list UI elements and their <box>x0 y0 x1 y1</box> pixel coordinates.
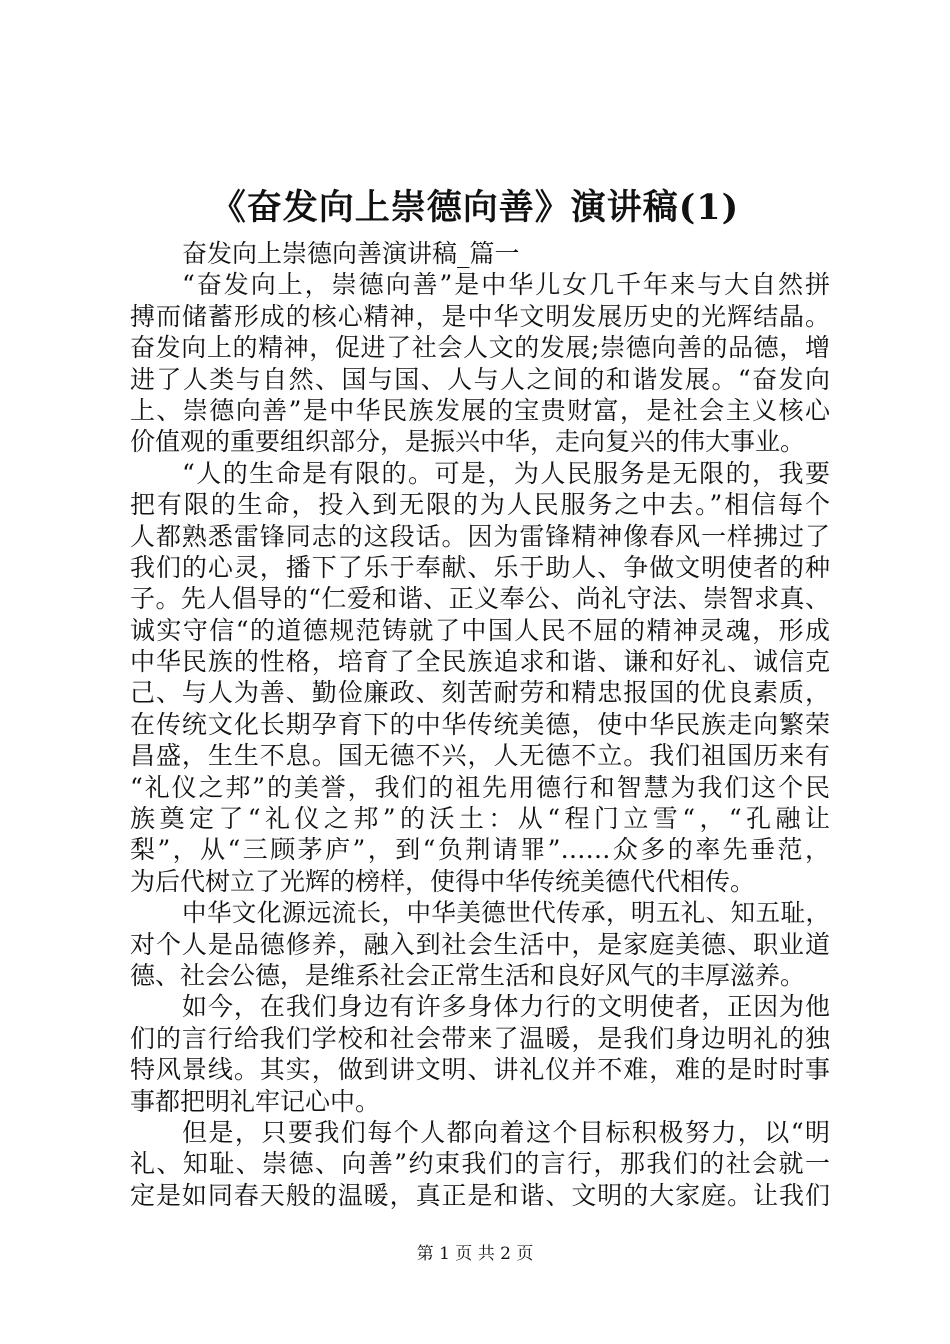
paragraph-line: 把有限的生命，投入到无限的为人民服务之中去。”相信每个 <box>130 490 830 520</box>
paragraph-line: 进了人类与自然、国与国、人与人之间的和谐发展。“奋发向 <box>130 364 830 394</box>
paragraph-line: 搏而储蓄形成的核心精神，是中华文明发展历史的光辉结晶。 <box>130 301 830 331</box>
paragraph-line: 在传统文化长期孕育下的中华传统美德，使中华民族走向繁荣 <box>130 709 830 739</box>
paragraph-line: 对个人是品德修养，融入到社会生活中，是家庭美德、职业道 <box>130 929 830 959</box>
paragraph-line: 定是如同春天般的温暖，真正是和谐、文明的大家庭。让我们 <box>130 1180 830 1210</box>
paragraph-line: “奋发向上，崇德向善”是中华儿女几千年来与大自然拼 <box>182 270 830 300</box>
paragraph-line: 子。先人倡导的“仁爱和谐、正义奉公、尚礼守法、崇智求真、 <box>130 584 830 614</box>
paragraph-line: 梨”，从“三顾茅庐”，到“负荆请罪”……众多的率先垂范， <box>130 835 830 865</box>
paragraph-line: 中华民族的性格，培育了全民族追求和谐、谦和好礼、诚信克 <box>130 647 830 677</box>
paragraph-line: 们的言行给我们学校和社会带来了温暖，是我们身边明礼的独 <box>130 1023 830 1053</box>
paragraph-line: 人都熟悉雷锋同志的这段话。因为雷锋精神像春风一样拂过了 <box>130 521 830 551</box>
paragraph-line: 己、与人为善、勤俭廉政、刻苦耐劳和精忠报国的优良素质， <box>130 678 830 708</box>
document-body <box>130 238 830 1211</box>
paragraph-line: “人的生命是有限的。可是，为人民服务是无限的，我要 <box>182 458 830 488</box>
paragraph-line: 诚实守信“的道德规范铸就了中国人民不屈的精神灵魂，形成 <box>130 615 830 645</box>
paragraph-line: 我们的心灵，播下了乐于奉献、乐于助人、争做文明使者的种 <box>130 552 830 582</box>
paragraph-line: 礼、知耻、崇德、向善”约束我们的言行，那我们的社会就一 <box>130 1149 830 1179</box>
section-heading: 奋发向上崇德向善演讲稿_篇一 <box>182 239 520 268</box>
document-title: 《奋发向上崇德向善》演讲稿(1) <box>210 187 740 228</box>
paragraph-line: 特风景线。其实，做到讲文明、讲礼仪并不难，难的是时时事 <box>130 1055 830 1085</box>
page-number-footer: 第 1 页 共 2 页 <box>416 1244 534 1264</box>
paragraph-line: 但是，只要我们每个人都向着这个目标积极努力，以“明 <box>182 1117 830 1147</box>
paragraph-line: 事都把明礼牢记心中。 <box>130 1086 381 1116</box>
paragraph-line: 德、社会公德，是维系社会正常生活和良好风气的丰厚滋养。 <box>130 960 806 990</box>
paragraph-line: 上、崇德向善”是中华民族发展的宝贵财富，是社会主义核心 <box>130 395 830 425</box>
paragraph-line: “礼仪之邦”的美誉，我们的祖先用德行和智慧为我们这个民 <box>130 772 830 802</box>
paragraph-line: 族奠定了“礼仪之邦”的沃土：从“程门立雪“，“孔融让 <box>130 804 830 834</box>
paragraph-line: 奋发向上的精神，促进了社会人文的发展;崇德向善的品德，增 <box>130 333 830 363</box>
paragraph-line: 价值观的重要组织部分，是振兴中华，走向复兴的伟大事业。 <box>130 427 806 457</box>
paragraph-line: 如今，在我们身边有许多身体力行的文明使者，正因为他 <box>182 992 830 1022</box>
paragraph-line: 为后代树立了光辉的榜样，使得中华传统美德代代相传。 <box>130 866 756 896</box>
paragraph-line: 昌盛，生生不息。国无德不兴，人无德不立。我们祖国历来有 <box>130 741 830 771</box>
paragraph-line: 中华文化源远流长，中华美德世代传承，明五礼、知五耻， <box>182 898 830 928</box>
